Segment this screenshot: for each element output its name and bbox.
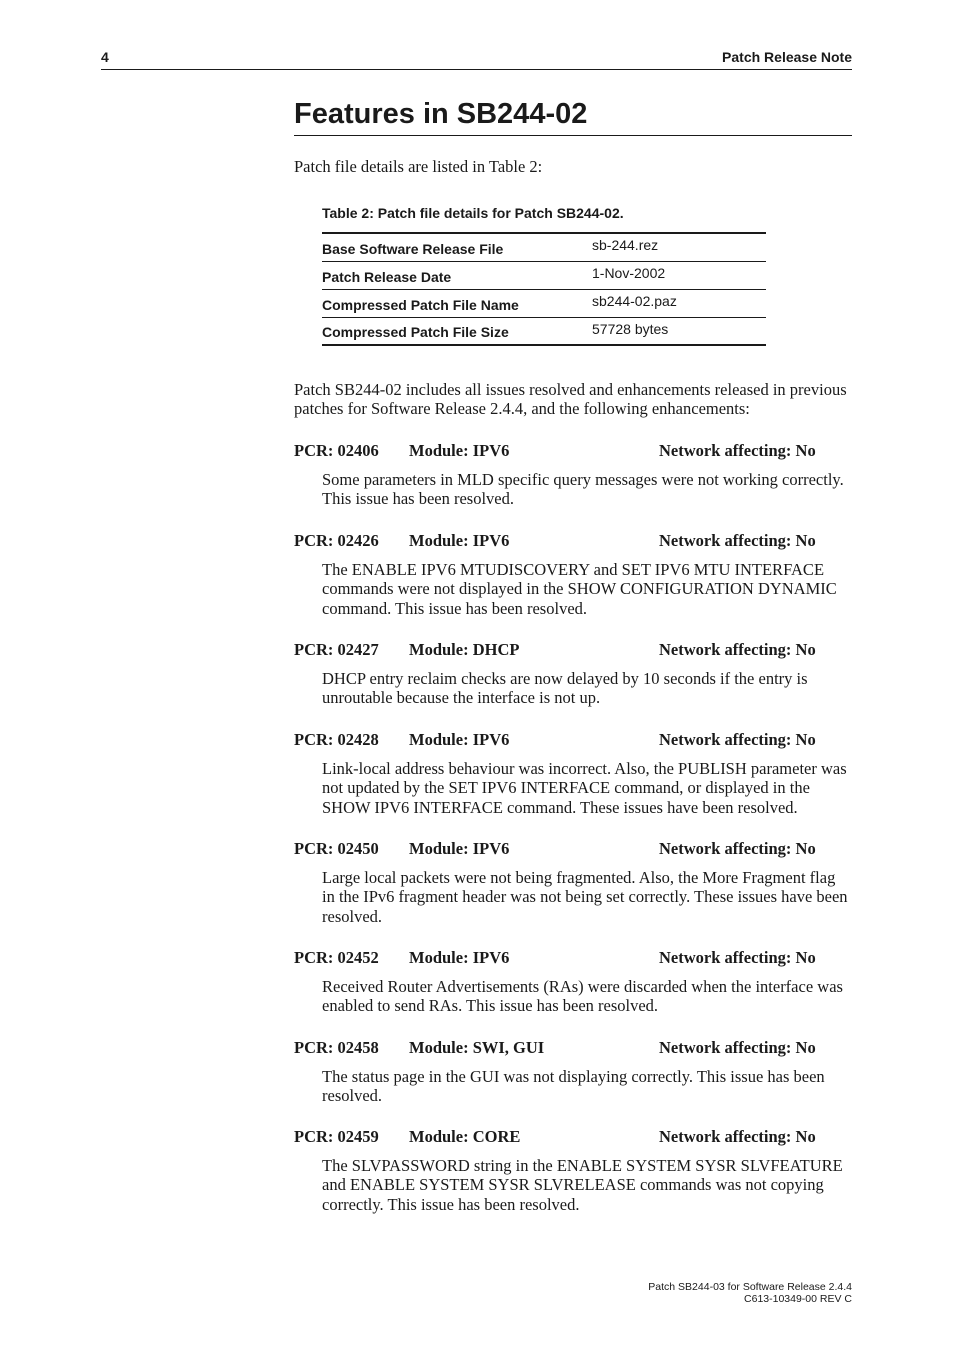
pcr-entry xyxy=(294,1038,852,1106)
table-row xyxy=(322,317,766,345)
pcr-number: PCR: 02450 xyxy=(294,839,379,858)
pcr-heading xyxy=(294,1127,852,1147)
table-key: Compressed Patch File Name xyxy=(322,289,592,317)
table-row xyxy=(322,261,766,289)
pcr-description: Large local packets were not being fragmented. Also, the More Fragment flag in the IPv6 fragment header was not being set correctly. These issues have been resolved. xyxy=(322,868,848,926)
page-footer xyxy=(648,1281,852,1305)
pcr-description: The ENABLE IPV6 MTUDISCOVERY and SET IPV6 MTU INTERFACE commands were not displayed in the SHOW CONFIGURATION DYNAMIC command. This issue has been resolved. xyxy=(322,560,837,618)
pcr-heading xyxy=(294,531,852,551)
table-key: Compressed Patch File Size xyxy=(322,317,592,345)
table-value: 1-Nov-2002 xyxy=(592,261,766,289)
pcr-entry xyxy=(294,730,852,817)
table-value: sb244-02.paz xyxy=(592,289,766,317)
table-row xyxy=(322,289,766,317)
pcr-heading xyxy=(294,441,852,461)
table-caption: Table 2: Patch file details for Patch SB244-02. xyxy=(322,205,624,221)
pcr-description: Link-local address behaviour was incorrect. Also, the PUBLISH parameter was not updated by the SET IPV6 INTERFACE command, or displayed in the SHOW IPV6 INTERFACE command. These issues have been resolved. xyxy=(322,759,847,817)
pcr-module: Module: DHCP xyxy=(409,640,520,659)
page-header xyxy=(101,47,852,70)
pcr-network-affecting: Network affecting: No xyxy=(659,531,816,550)
pcr-number: PCR: 02406 xyxy=(294,441,379,460)
pcr-heading xyxy=(294,1038,852,1058)
footer-document-title: Patch SB244-03 for Software Release 2.4.4 xyxy=(648,1281,852,1293)
pcr-module: Module: IPV6 xyxy=(409,730,510,749)
pcr-heading xyxy=(294,839,852,859)
pcr-description: Some parameters in MLD specific query messages were not working correctly. This issue has been resolved. xyxy=(322,470,844,509)
pcr-number: PCR: 02452 xyxy=(294,948,379,967)
pcr-entry xyxy=(294,948,852,1016)
table-value: 57728 bytes xyxy=(592,317,766,345)
table-key: Patch Release Date xyxy=(322,261,592,289)
footer-document-code: C613-10349-00 REV C xyxy=(744,1293,852,1305)
pcr-entry xyxy=(294,640,852,708)
pcr-network-affecting: Network affecting: No xyxy=(659,948,816,967)
pcr-heading xyxy=(294,730,852,750)
page-number: 4 xyxy=(101,49,109,65)
pcr-network-affecting: Network affecting: No xyxy=(659,730,816,749)
running-title: Patch Release Note xyxy=(722,49,852,65)
pcr-number: PCR: 02458 xyxy=(294,1038,379,1057)
pcr-heading xyxy=(294,948,852,968)
pcr-description: DHCP entry reclaim checks are now delayed by 10 seconds if the entry is unroutable because the interface is not up. xyxy=(322,669,808,708)
pcr-number: PCR: 02427 xyxy=(294,640,379,659)
intro-paragraph: Patch file details are listed in Table 2: xyxy=(294,157,543,176)
patch-details-table xyxy=(322,232,766,346)
pcr-network-affecting: Network affecting: No xyxy=(659,640,816,659)
pcr-number: PCR: 02428 xyxy=(294,730,379,749)
pcr-entry xyxy=(294,1127,852,1214)
summary-paragraph: Patch SB244-02 includes all issues resolved and enhancements released in previous patches for Software Release 2.4.4, and the following enhancements: xyxy=(294,380,847,419)
pcr-entry xyxy=(294,839,852,926)
table-row xyxy=(322,233,766,261)
pcr-network-affecting: Network affecting: No xyxy=(659,441,816,460)
pcr-number: PCR: 02459 xyxy=(294,1127,379,1146)
pcr-description: The SLVPASSWORD string in the ENABLE SYSTEM SYSR SLVFEATURE and ENABLE SYSTEM SYSR SLVRELEASE commands was not copying correctly. This issue has been resolved. xyxy=(322,1156,843,1214)
pcr-module: Module: IPV6 xyxy=(409,948,510,967)
section-title: Features in SB244-02 xyxy=(294,95,852,136)
pcr-entry xyxy=(294,531,852,618)
table-key: Base Software Release File xyxy=(322,240,504,257)
pcr-network-affecting: Network affecting: No xyxy=(659,1038,816,1057)
pcr-description: Received Router Advertisements (RAs) were discarded when the interface was enabled to send RAs. This issue has been resolved. xyxy=(322,977,843,1016)
pcr-module: Module: IPV6 xyxy=(409,441,510,460)
pcr-module: Module: SWI, GUI xyxy=(409,1038,545,1057)
pcr-module: Module: IPV6 xyxy=(409,839,510,858)
pcr-network-affecting: Network affecting: No xyxy=(659,1127,816,1146)
pcr-number: PCR: 02426 xyxy=(294,531,379,550)
pcr-heading xyxy=(294,640,852,660)
pcr-module: Module: IPV6 xyxy=(409,531,510,550)
pcr-module: Module: CORE xyxy=(409,1127,521,1146)
table-value: sb-244.rez xyxy=(592,237,659,254)
pcr-description: The status page in the GUI was not displaying correctly. This issue has been resolved. xyxy=(322,1067,825,1106)
pcr-entry xyxy=(294,441,852,509)
pcr-network-affecting: Network affecting: No xyxy=(659,839,816,858)
